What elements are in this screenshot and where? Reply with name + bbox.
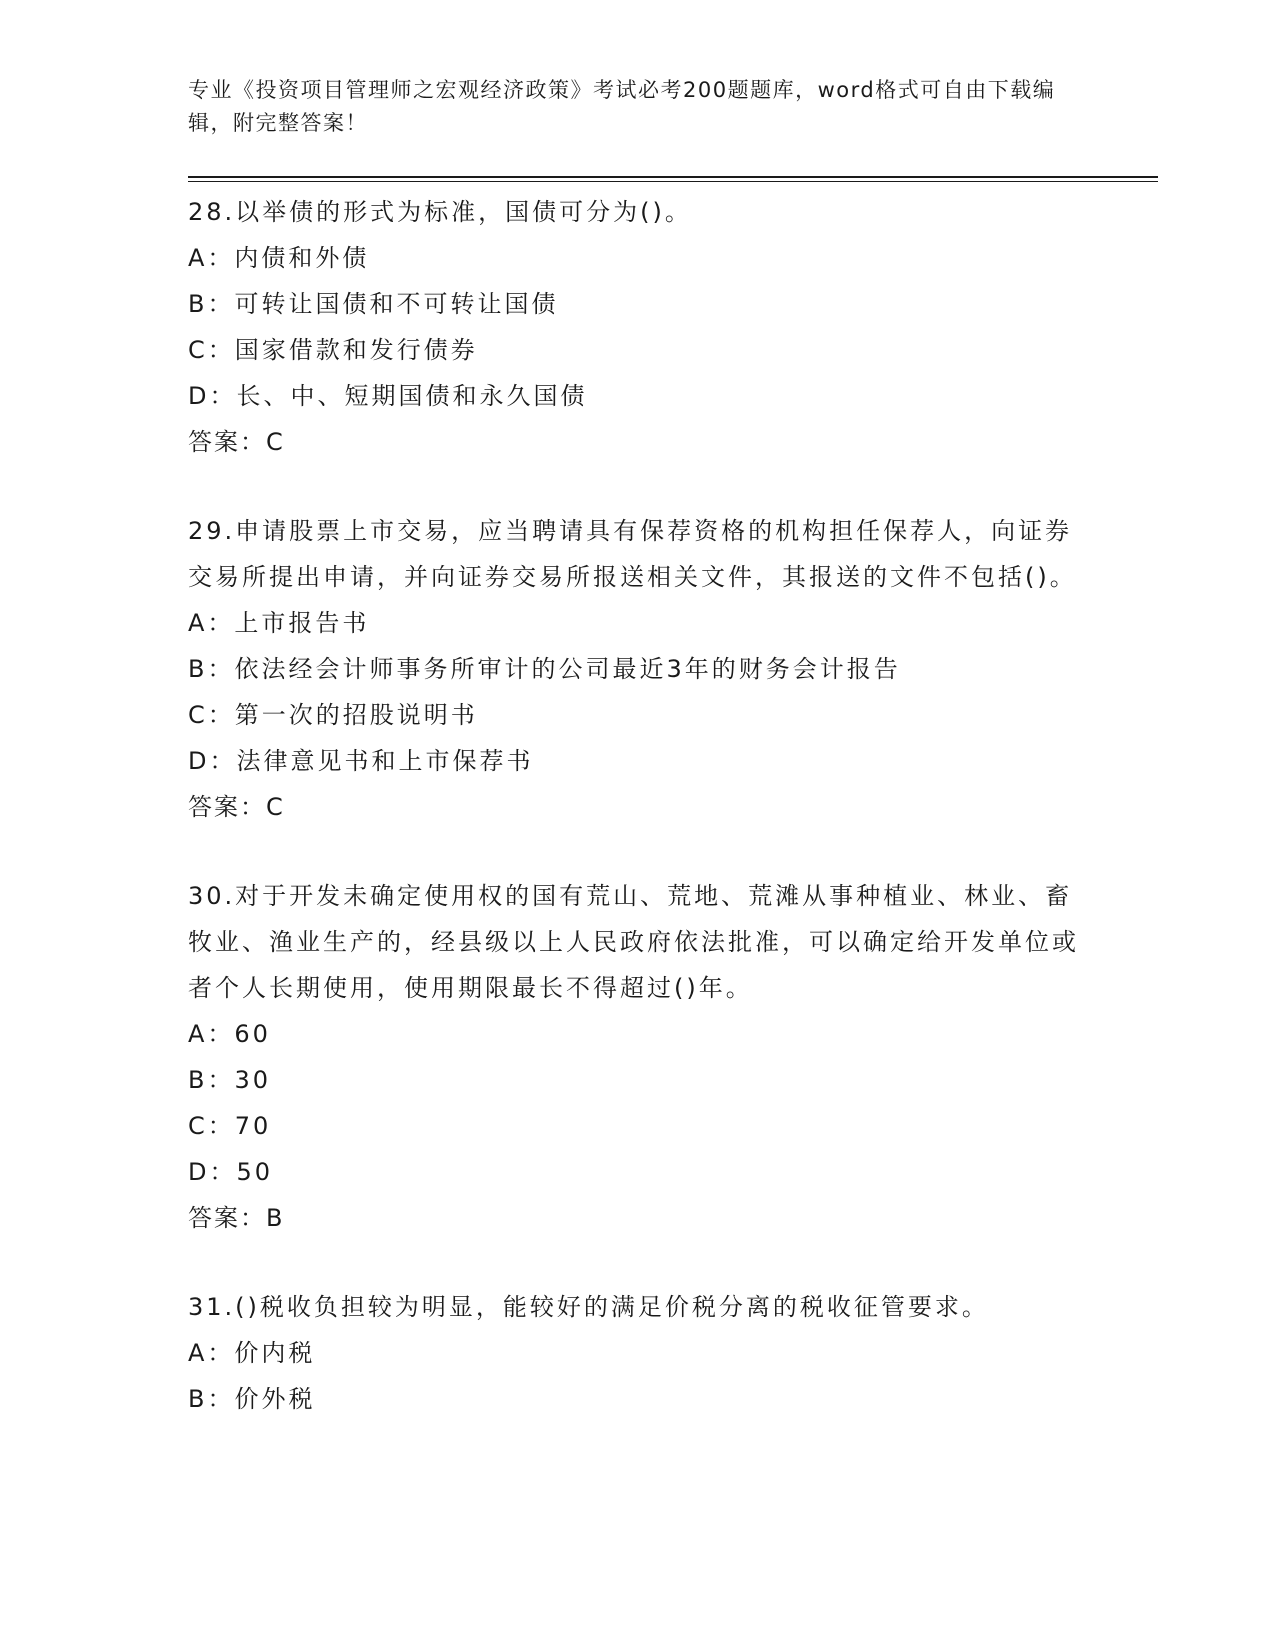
option-a: A：60 [188,1020,271,1048]
option-a: A：内债和外债 [188,244,370,272]
header-divider-thin [188,181,1158,182]
option-b: B：依法经会计师事务所审计的公司最近3年的财务会计报告 [188,655,901,683]
option-c: C：70 [188,1112,272,1140]
question-29 [188,508,1088,830]
option-b: B：30 [188,1066,272,1094]
question-stem: 31.()税收负担较为明显，能较好的满足价税分离的税收征管要求。 [188,1293,989,1321]
question-31 [188,1284,1088,1422]
option-c: C：第一次的招股说明书 [188,701,478,729]
question-list [188,189,1088,1465]
option-d: D：长、中、短期国债和永久国债 [188,382,588,410]
option-c: C：国家借款和发行债券 [188,336,478,364]
option-b: B：可转让国债和不可转让国债 [188,290,559,318]
question-stem: 30.对于开发未确定使用权的国有荒山、荒地、荒滩从事种植业、林业、畜牧业、渔业生产的，经县级以上人民政府依法批准，可以确定给开发单位或者个人长期使用，使用期限最长不得超过()年。 [188,882,1079,1002]
question-30 [188,873,1088,1241]
option-b: B：价外税 [188,1385,316,1413]
option-a: A：上市报告书 [188,609,370,637]
option-d: D：法律意见书和上市保荐书 [188,747,534,775]
question-28 [188,189,1088,465]
option-a: A：价内税 [188,1339,316,1367]
answer-line: 答案：C [188,428,285,456]
document-header: 专业《投资项目管理师之宏观经济政策》考试必考200题题库，word格式可自由下载编辑，附完整答案！ [188,78,1056,135]
answer-line: 答案：C [188,793,285,821]
question-stem: 28.以举债的形式为标准，国债可分为()。 [188,198,692,226]
question-stem: 29.申请股票上市交易，应当聘请具有保荐资格的机构担任保荐人，向证券交易所提出申请，并向证券交易所报送相关文件，其报送的文件不包括()。 [188,517,1077,591]
answer-line: 答案：B [188,1204,285,1232]
header-divider-thick [188,176,1158,178]
option-d: D：50 [188,1158,274,1186]
